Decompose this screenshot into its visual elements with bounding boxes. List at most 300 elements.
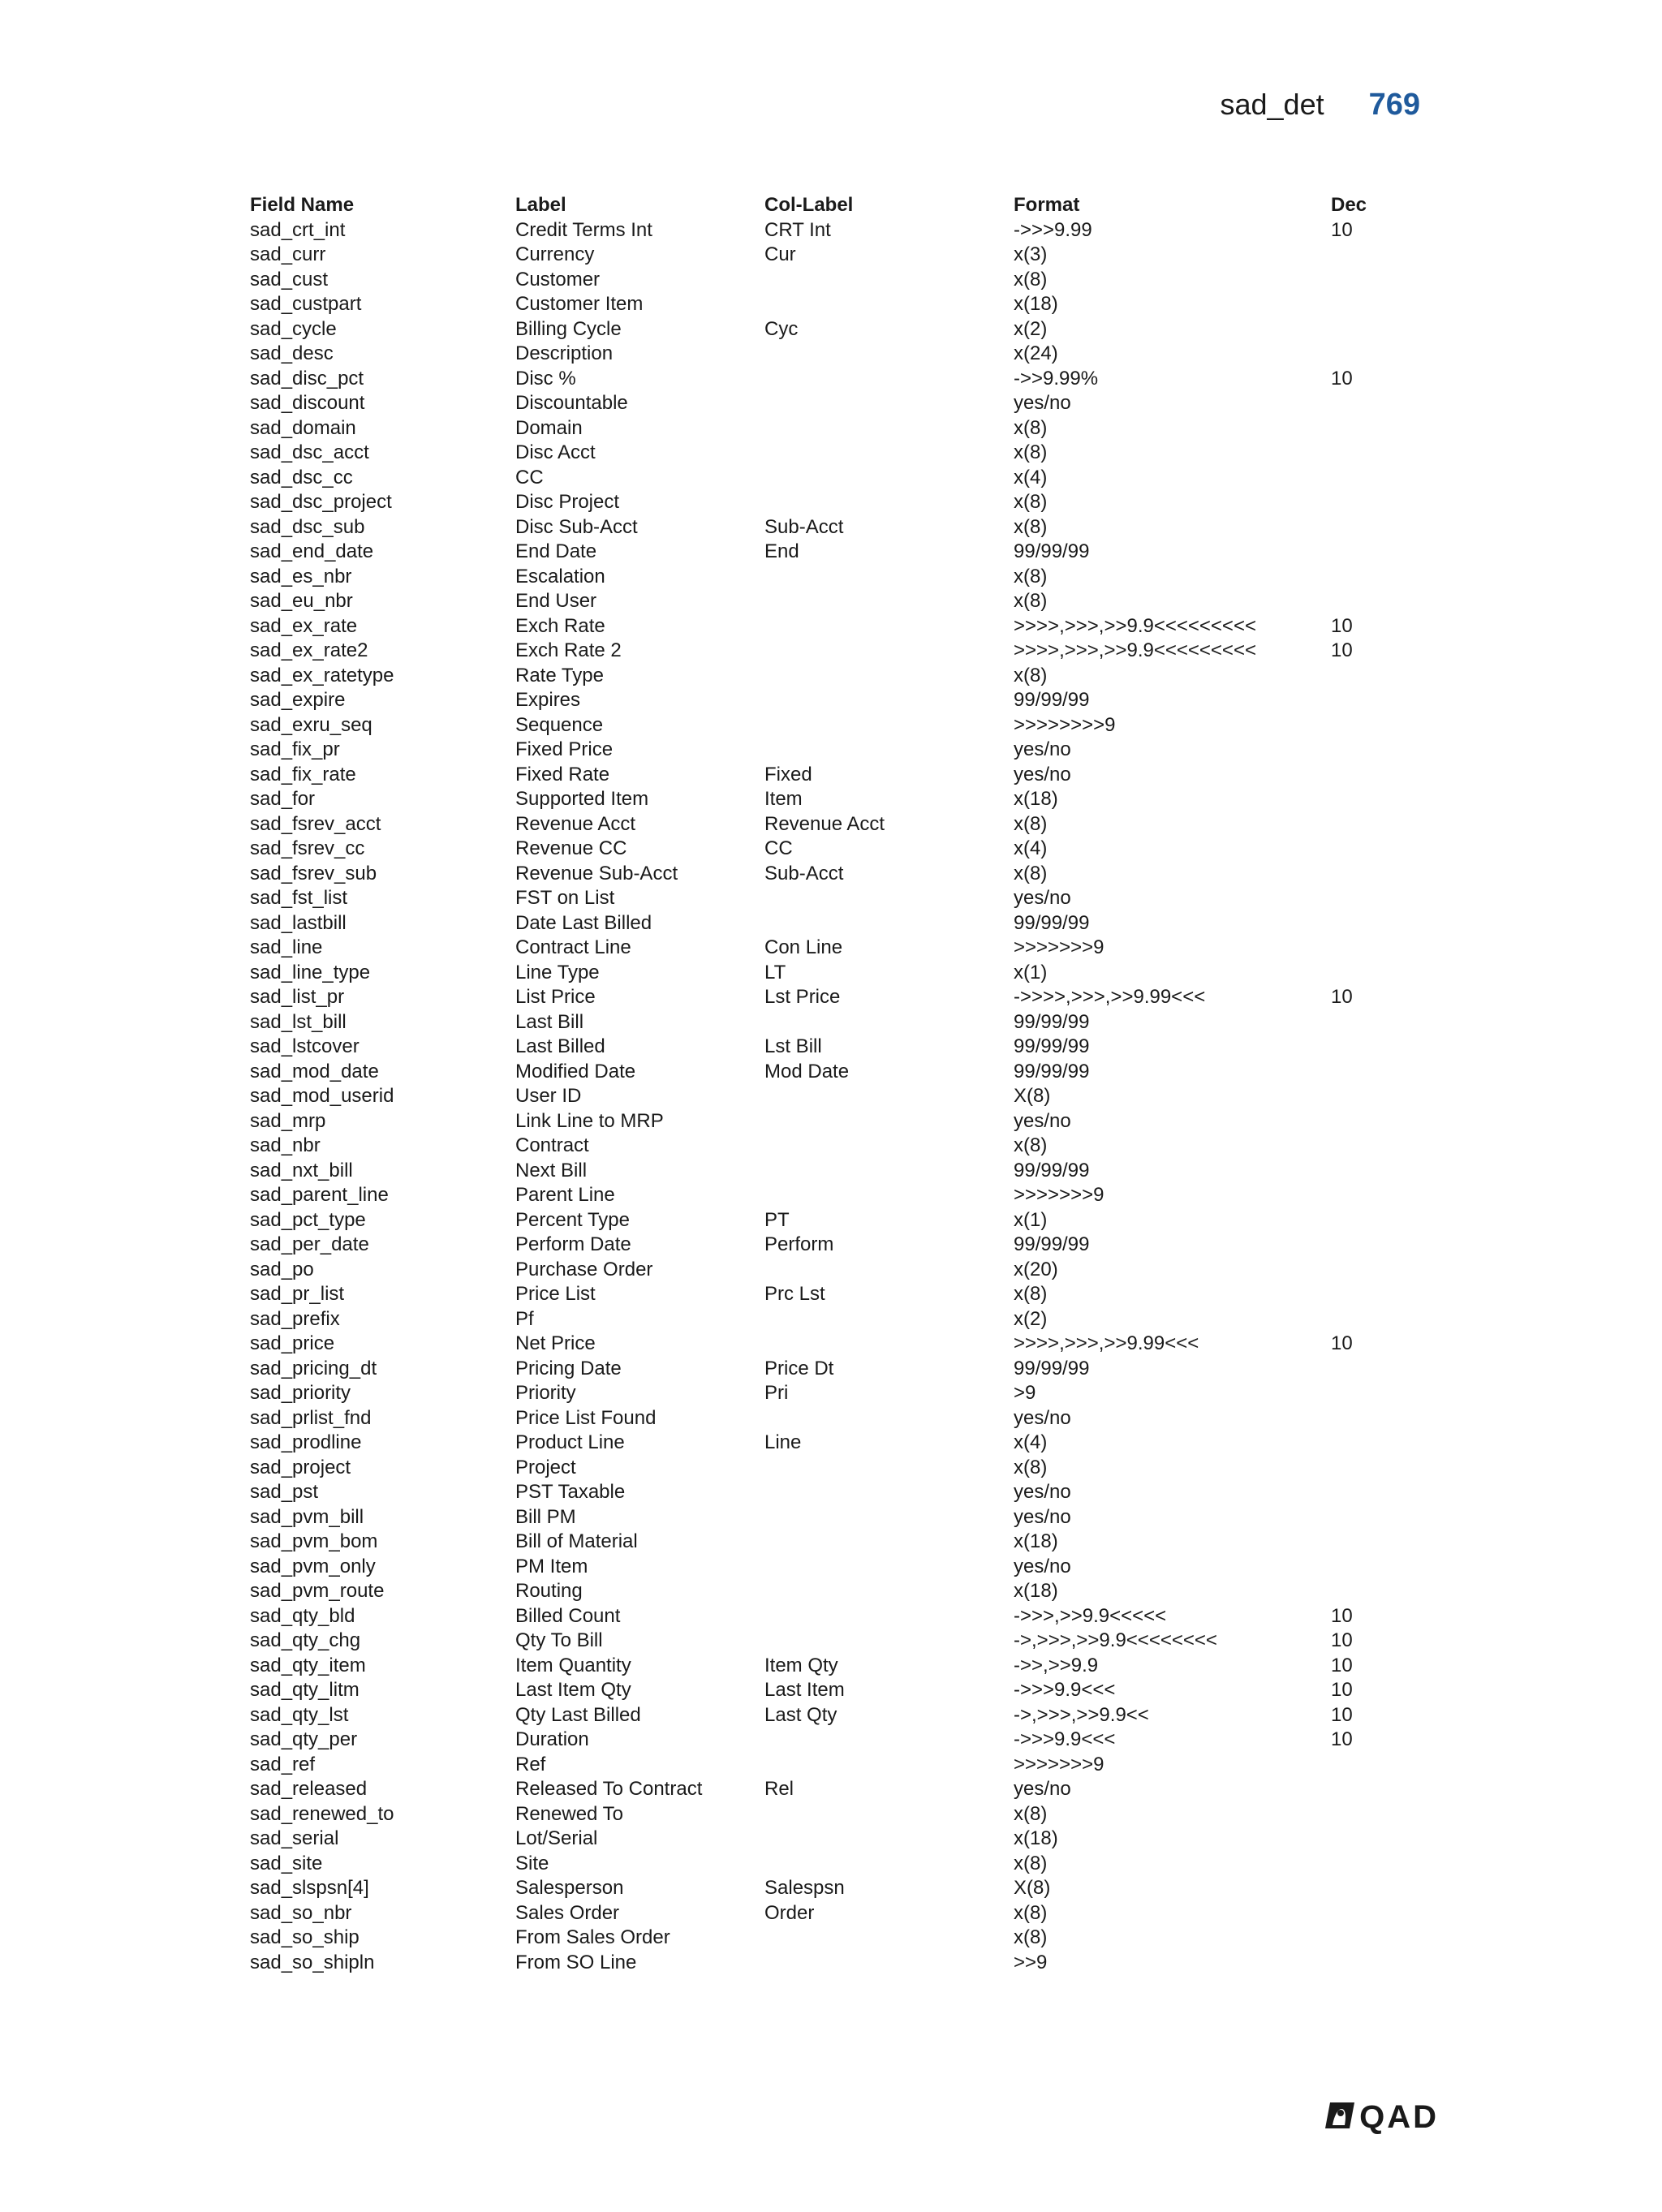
label-cell: Exch Rate 2: [515, 639, 622, 661]
label-cell: Lot/Serial: [515, 1827, 598, 1849]
field-name-cell: sad_prlist_fnd: [250, 1406, 372, 1429]
col-label-cell: [764, 1555, 1014, 1580]
table-row: [250, 985, 1412, 1010]
dec-cell: [1331, 1282, 1412, 1307]
field-name-cell: sad_site: [250, 1852, 323, 1874]
table-row: [250, 1406, 1412, 1431]
format-cell: x(18): [1014, 1580, 1058, 1602]
table-row: [250, 1060, 1412, 1085]
table-row: [250, 342, 1412, 367]
col-label-cell: [764, 1480, 1014, 1505]
field-name-cell: sad_pvm_only: [250, 1555, 376, 1577]
dec-cell: [1331, 1258, 1412, 1283]
field-name-cell: sad_ex_rate2: [250, 639, 368, 661]
table-row: [250, 1456, 1412, 1481]
table-row: [250, 738, 1412, 763]
field-name-cell: sad_qty_chg: [250, 1629, 361, 1651]
table-row: [250, 441, 1412, 466]
col-label-cell: [764, 713, 1014, 738]
label-cell: Credit Terms Int: [515, 218, 652, 241]
col-label-cell: [764, 441, 1014, 466]
col-label-cell: Last Qty: [764, 1703, 837, 1726]
col-label-cell: Con Line: [764, 936, 843, 958]
format-cell: x(20): [1014, 1258, 1058, 1280]
dec-cell: [1331, 1183, 1412, 1208]
dec-cell: [1331, 1951, 1412, 1976]
col-label-cell: [764, 1530, 1014, 1555]
col-label-cell: [764, 589, 1014, 614]
label-cell: End Date: [515, 540, 597, 562]
dec-cell: [1331, 589, 1412, 614]
field-name-cell: sad_eu_nbr: [250, 590, 353, 612]
dec-cell: [1331, 1084, 1412, 1109]
field-name-cell: sad_fix_rate: [250, 763, 356, 785]
field-name-cell: sad_line: [250, 936, 323, 958]
label-cell: Currency: [515, 243, 595, 265]
col-label-cell: Pri: [764, 1382, 789, 1404]
dec-cell: [1331, 1901, 1412, 1926]
label-cell: Item Quantity: [515, 1654, 631, 1676]
label-cell: Bill of Material: [515, 1530, 638, 1552]
dec-cell: [1331, 862, 1412, 887]
col-label-cell: [764, 1307, 1014, 1332]
dec-cell: 10: [1331, 1604, 1353, 1627]
table-row: [250, 688, 1412, 713]
page-number: 769: [1368, 88, 1420, 122]
qad-logo: [1324, 2099, 1439, 2136]
table-row: [250, 1183, 1412, 1208]
label-cell: Pricing Date: [515, 1357, 622, 1379]
format-cell: yes/no: [1014, 1555, 1071, 1577]
format-cell: ->,>>>,>>9.9<<: [1014, 1703, 1149, 1726]
col-label-cell: [764, 416, 1014, 441]
field-name-cell: sad_fix_pr: [250, 738, 340, 760]
col-label-cell: [764, 1406, 1014, 1431]
label-cell: Price List: [515, 1283, 596, 1305]
label-cell: Date Last Billed: [515, 911, 652, 934]
dec-cell: [1331, 243, 1412, 268]
label-cell: Last Billed: [515, 1035, 605, 1057]
table-row: [250, 1629, 1412, 1654]
col-label-cell: Prc Lst: [764, 1283, 825, 1305]
col-label-cell: Sub-Acct: [764, 515, 844, 538]
table-row: [250, 1505, 1412, 1530]
format-cell: x(8): [1014, 1852, 1048, 1874]
field-name-cell: sad_dsc_cc: [250, 466, 353, 488]
field-name-cell: sad_end_date: [250, 540, 374, 562]
col-label-cell: [764, 886, 1014, 911]
col-label-cell: CRT Int: [764, 218, 831, 241]
format-cell: yes/no: [1014, 738, 1071, 760]
field-name-cell: sad_qty_bld: [250, 1604, 355, 1627]
col-label-cell: [764, 1802, 1014, 1827]
format-cell: 99/99/99: [1014, 540, 1090, 562]
col-label-cell: [764, 1753, 1014, 1778]
label-cell: FST on List: [515, 887, 615, 909]
table-row: [250, 1233, 1412, 1258]
label-cell: Last Item Qty: [515, 1679, 631, 1701]
table-row: [250, 1827, 1412, 1852]
label-cell: Last Bill: [515, 1010, 584, 1033]
field-name-cell: sad_pricing_dt: [250, 1357, 377, 1379]
format-cell: x(8): [1014, 1901, 1048, 1924]
field-name-cell: sad_pct_type: [250, 1208, 366, 1231]
format-cell: yes/no: [1014, 1481, 1071, 1503]
field-name-cell: sad_released: [250, 1778, 368, 1800]
field-name-cell: sad_disc_pct: [250, 367, 364, 389]
table-row: [250, 1530, 1412, 1555]
field-name-cell: sad_custpart: [250, 293, 362, 315]
dec-cell: [1331, 1802, 1412, 1827]
field-name-cell: sad_lstcover: [250, 1035, 360, 1057]
dec-cell: [1331, 1381, 1412, 1406]
dec-cell: 10: [1331, 1629, 1353, 1651]
format-cell: X(8): [1014, 1085, 1051, 1107]
label-cell: Bill PM: [515, 1505, 576, 1528]
table-row: [250, 1307, 1412, 1332]
label-cell: Pf: [515, 1307, 534, 1330]
table-row: [250, 268, 1412, 293]
dec-cell: [1331, 936, 1412, 961]
field-name-cell: sad_ex_rate: [250, 614, 358, 637]
label-cell: Percent Type: [515, 1208, 630, 1231]
col-label-cell: Cyc: [764, 317, 799, 340]
format-cell: 99/99/99: [1014, 1035, 1090, 1057]
col-label-cell: [764, 1134, 1014, 1159]
table-row: [250, 936, 1412, 961]
col-label-cell: [764, 614, 1014, 639]
col-label-cell: [764, 1728, 1014, 1753]
table-row: [250, 812, 1412, 837]
col-label-cell: [764, 1827, 1014, 1852]
format-cell: yes/no: [1014, 1406, 1071, 1429]
table-row: [250, 1604, 1412, 1629]
field-name-cell: sad_fsrev_sub: [250, 862, 377, 884]
table-row: [250, 1901, 1412, 1926]
table-row: [250, 1208, 1412, 1233]
label-cell: Perform Date: [515, 1233, 631, 1255]
field-name-cell: sad_dsc_acct: [250, 441, 369, 463]
format-cell: ->>>9.9<<<: [1014, 1679, 1116, 1701]
col-label-cell: [764, 1159, 1014, 1184]
label-cell: Duration: [515, 1728, 589, 1750]
col-label-cell: [764, 391, 1014, 416]
dec-cell: [1331, 1505, 1412, 1530]
table-row: [250, 243, 1412, 268]
dec-cell: [1331, 317, 1412, 342]
field-name-cell: sad_slspsn[4]: [250, 1877, 369, 1899]
dec-cell: 10: [1331, 1654, 1353, 1676]
label-cell: Disc Project: [515, 491, 620, 513]
format-cell: x(8): [1014, 416, 1048, 439]
table-row: [250, 515, 1412, 540]
dec-cell: 10: [1331, 1703, 1353, 1726]
table-row: [250, 589, 1412, 614]
column-header-label: Label: [515, 194, 566, 216]
dec-cell: [1331, 292, 1412, 317]
label-cell: Fixed Rate: [515, 763, 610, 785]
dec-cell: [1331, 1753, 1412, 1778]
col-label-cell: Price Dt: [764, 1357, 834, 1379]
col-label-cell: [764, 1505, 1014, 1530]
table-row: [250, 466, 1412, 491]
label-cell: Purchase Order: [515, 1258, 653, 1280]
format-cell: x(8): [1014, 1926, 1048, 1948]
col-label-cell: [764, 1629, 1014, 1654]
field-name-cell: sad_renewed_to: [250, 1802, 394, 1825]
table-row: [250, 1926, 1412, 1951]
label-cell: User ID: [515, 1085, 582, 1107]
col-label-cell: [764, 367, 1014, 392]
field-name-cell: sad_domain: [250, 416, 356, 439]
label-cell: Customer Item: [515, 293, 644, 315]
table-row: [250, 1357, 1412, 1382]
format-cell: x(4): [1014, 466, 1048, 488]
column-header-col-label: Col-Label: [764, 194, 854, 216]
label-cell: Modified Date: [515, 1060, 636, 1082]
dec-cell: [1331, 1233, 1412, 1258]
col-label-cell: Cur: [764, 243, 796, 265]
col-label-cell: Item Qty: [764, 1654, 838, 1676]
field-name-cell: sad_exru_seq: [250, 713, 372, 736]
dec-cell: [1331, 1431, 1412, 1456]
label-cell: Sales Order: [515, 1901, 620, 1924]
dec-cell: [1331, 1926, 1412, 1951]
label-cell: Customer: [515, 268, 601, 290]
dec-cell: 10: [1331, 1679, 1353, 1701]
column-header-dec: Dec: [1331, 194, 1367, 216]
dec-cell: [1331, 664, 1412, 689]
field-name-cell: sad_prefix: [250, 1307, 340, 1330]
format-cell: x(4): [1014, 837, 1048, 859]
label-cell: From Sales Order: [515, 1926, 670, 1948]
col-label-cell: [764, 292, 1014, 317]
dec-cell: [1331, 1060, 1412, 1085]
table-row: [250, 639, 1412, 664]
col-label-cell: [764, 1926, 1014, 1951]
format-cell: 99/99/99: [1014, 1233, 1090, 1255]
format-cell: >9: [1014, 1382, 1036, 1404]
label-cell: Disc %: [515, 367, 576, 389]
col-label-cell: CC: [764, 837, 793, 859]
field-name-cell: sad_for: [250, 788, 316, 810]
label-cell: Description: [515, 342, 614, 364]
table-row: [250, 1480, 1412, 1505]
dec-cell: [1331, 1530, 1412, 1555]
dec-cell: [1331, 1010, 1412, 1035]
label-cell: Product Line: [515, 1431, 625, 1453]
table-row: [250, 787, 1412, 812]
col-label-cell: [764, 1332, 1014, 1357]
label-cell: Exch Rate: [515, 614, 605, 637]
label-cell: Net Price: [515, 1332, 596, 1354]
col-label-cell: Perform: [764, 1233, 834, 1255]
dec-cell: [1331, 1109, 1412, 1134]
field-name-cell: sad_curr: [250, 243, 326, 265]
label-cell: PST Taxable: [515, 1481, 626, 1503]
table-row: [250, 218, 1412, 243]
label-cell: Disc Sub-Acct: [515, 515, 638, 538]
col-label-cell: [764, 1183, 1014, 1208]
col-label-cell: [764, 1109, 1014, 1134]
field-name-cell: sad_pr_list: [250, 1283, 345, 1305]
table-row: [250, 664, 1412, 689]
dec-cell: [1331, 713, 1412, 738]
dec-cell: [1331, 1406, 1412, 1431]
label-cell: List Price: [515, 986, 596, 1008]
dec-cell: [1331, 1035, 1412, 1060]
table-row: [250, 1802, 1412, 1827]
dec-cell: [1331, 886, 1412, 911]
dec-cell: 10: [1331, 614, 1353, 637]
label-cell: Routing: [515, 1580, 583, 1602]
label-cell: Next Bill: [515, 1159, 588, 1181]
dec-cell: [1331, 1480, 1412, 1505]
col-label-cell: [764, 738, 1014, 763]
format-cell: x(8): [1014, 1134, 1048, 1156]
table-row: [250, 1777, 1412, 1802]
col-label-cell: [764, 1258, 1014, 1283]
column-header-format: Format: [1014, 194, 1080, 216]
col-label-cell: Sub-Acct: [764, 862, 844, 884]
label-cell: Contract: [515, 1134, 589, 1156]
table-row: [250, 1381, 1412, 1406]
format-cell: x(8): [1014, 812, 1048, 835]
table-row: [250, 911, 1412, 936]
dec-cell: [1331, 1827, 1412, 1852]
format-cell: >>>>>>>9: [1014, 1184, 1104, 1206]
dec-cell: [1331, 1579, 1412, 1604]
col-label-cell: Lst Price: [764, 986, 841, 1008]
label-cell: Billed Count: [515, 1604, 621, 1627]
field-name-cell: sad_cust: [250, 268, 329, 290]
table-header-row: [250, 193, 1412, 218]
format-cell: >>>>>>>9: [1014, 1753, 1104, 1775]
col-label-cell: [764, 268, 1014, 293]
format-cell: 99/99/99: [1014, 689, 1090, 711]
dec-cell: [1331, 1357, 1412, 1382]
table-row: [250, 1282, 1412, 1307]
field-name-cell: sad_fsrev_acct: [250, 812, 381, 835]
col-label-cell: Revenue Acct: [764, 812, 885, 835]
format-cell: x(3): [1014, 243, 1048, 265]
label-cell: Released To Contract: [515, 1778, 703, 1800]
dec-cell: [1331, 441, 1412, 466]
format-cell: x(8): [1014, 491, 1048, 513]
dec-cell: 10: [1331, 218, 1353, 241]
format-cell: yes/no: [1014, 887, 1071, 909]
dec-cell: [1331, 391, 1412, 416]
field-name-cell: sad_so_shipln: [250, 1951, 375, 1973]
table-row: [250, 1951, 1412, 1976]
field-name-cell: sad_nxt_bill: [250, 1159, 353, 1181]
field-name-cell: sad_line_type: [250, 961, 371, 983]
format-cell: 99/99/99: [1014, 911, 1090, 934]
format-cell: ->>>9.99: [1014, 218, 1092, 241]
label-cell: Discountable: [515, 392, 628, 414]
col-label-cell: Fixed: [764, 763, 812, 785]
table-row: [250, 961, 1412, 986]
format-cell: yes/no: [1014, 392, 1071, 414]
col-label-cell: [764, 1010, 1014, 1035]
format-cell: ->,>>>,>>9.9<<<<<<<<: [1014, 1629, 1217, 1651]
dec-cell: [1331, 763, 1412, 788]
field-name-cell: sad_mod_userid: [250, 1085, 394, 1107]
format-cell: x(8): [1014, 1283, 1048, 1305]
field-name-cell: sad_qty_litm: [250, 1679, 360, 1701]
label-cell: Parent Line: [515, 1184, 615, 1206]
field-name-cell: sad_desc: [250, 342, 334, 364]
format-cell: 99/99/99: [1014, 1357, 1090, 1379]
label-cell: Line Type: [515, 961, 600, 983]
label-cell: Rate Type: [515, 664, 604, 686]
field-name-cell: sad_nbr: [250, 1134, 321, 1156]
label-cell: Domain: [515, 416, 583, 439]
table-row: [250, 1753, 1412, 1778]
dec-cell: [1331, 416, 1412, 441]
field-name-cell: sad_pvm_bom: [250, 1530, 378, 1552]
col-label-cell: Order: [764, 1901, 815, 1924]
format-cell: yes/no: [1014, 1109, 1071, 1132]
dec-cell: 10: [1331, 639, 1353, 661]
format-cell: yes/no: [1014, 1505, 1071, 1528]
label-cell: Revenue Acct: [515, 812, 636, 835]
label-cell: Escalation: [515, 565, 605, 587]
format-cell: x(18): [1014, 293, 1058, 315]
dec-cell: [1331, 1852, 1412, 1877]
col-label-cell: [764, 565, 1014, 590]
format-cell: x(18): [1014, 1530, 1058, 1552]
table-row: [250, 540, 1412, 565]
table-name: sad_det: [1220, 88, 1324, 121]
dec-cell: [1331, 1159, 1412, 1184]
table-row: [250, 886, 1412, 911]
label-cell: Priority: [515, 1382, 576, 1404]
label-cell: Revenue Sub-Acct: [515, 862, 678, 884]
field-name-cell: sad_parent_line: [250, 1184, 389, 1206]
dec-cell: 10: [1331, 367, 1353, 389]
dec-cell: 10: [1331, 1728, 1353, 1750]
table-row: [250, 1258, 1412, 1283]
table-row: [250, 565, 1412, 590]
dec-cell: 10: [1331, 1332, 1353, 1354]
field-name-cell: sad_lastbill: [250, 911, 347, 934]
dec-cell: [1331, 1307, 1412, 1332]
label-cell: Supported Item: [515, 788, 649, 810]
field-name-cell: sad_dsc_project: [250, 491, 392, 513]
label-cell: Billing Cycle: [515, 317, 622, 340]
field-name-cell: sad_discount: [250, 392, 365, 414]
field-name-cell: sad_pvm_route: [250, 1580, 385, 1602]
format-cell: >>>>,>>>,>>9.99<<<: [1014, 1332, 1199, 1354]
field-name-cell: sad_list_pr: [250, 986, 345, 1008]
dec-cell: [1331, 837, 1412, 862]
table-row: [250, 1579, 1412, 1604]
format-cell: x(4): [1014, 1431, 1048, 1453]
field-name-cell: sad_mrp: [250, 1109, 326, 1132]
col-label-cell: Salespsn: [764, 1877, 845, 1899]
label-cell: Site: [515, 1852, 549, 1874]
format-cell: x(24): [1014, 342, 1058, 364]
format-cell: x(1): [1014, 1208, 1048, 1231]
format-cell: x(18): [1014, 788, 1058, 810]
dec-cell: [1331, 1876, 1412, 1901]
field-name-cell: sad_cycle: [250, 317, 337, 340]
format-cell: ->>>>,>>>,>>9.99<<<: [1014, 986, 1206, 1008]
label-cell: Fixed Price: [515, 738, 614, 760]
label-cell: Price List Found: [515, 1406, 657, 1429]
col-label-cell: Item: [764, 788, 803, 810]
